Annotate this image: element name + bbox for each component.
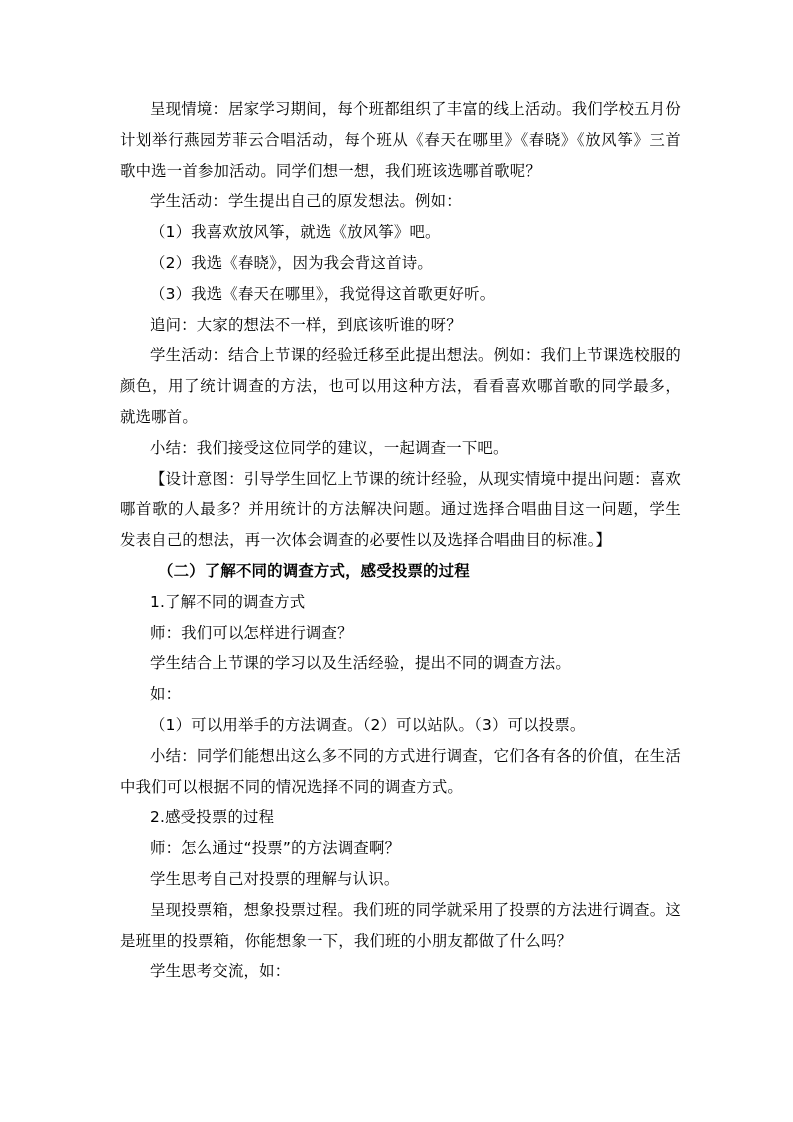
section-heading: （二）了解不同的调查方式，感受投票的过程 — [158, 561, 470, 580]
document-body — [120, 94, 681, 987]
subheading-voting-process: 2.感受投票的过程 — [150, 808, 275, 827]
paragraph-scenario: 呈现情境：居家学习期间，每个班都组织了丰富的线上活动。我们学校五月份计划举行燕园芳菲云合唱活动，每个班从《春天在哪里》《春晓》《放风筝》三首歌中选一首参加活动。同学们想一想，我们班该选哪首歌呢？ — [120, 100, 681, 180]
paragraph-design-intent: 【设计意图：引导学生回忆上节课的统计经验，从现实情境中提出问题：喜欢哪首歌的人最多？并用统计的方法解决问题。通过选择合唱曲目这一问题，学生发表自己的想法，再一次体会调查的必要性以及选择合唱曲目的标准。】 — [120, 469, 681, 550]
paragraph-student-think: 学生思考自己对投票的理解与认识。 — [150, 869, 400, 888]
paragraph-teacher-question: 师：我们可以怎样进行调查？ — [150, 623, 353, 642]
subheading-survey-methods: 1.了解不同的调查方式 — [150, 592, 306, 611]
paragraph-follow-up: 追问：大家的想法不一样，到底该听谁的呀？ — [150, 315, 462, 334]
paragraph-such-as: 如： — [150, 685, 182, 704]
paragraph-student-discuss: 学生思考交流，如： — [150, 962, 291, 981]
paragraph-example-1: （1）我喜欢放风筝，就选《放风筝》吧。 — [150, 223, 441, 242]
paragraph-student-activity-2: 学生活动：结合上节课的经验迁移至此提出想法。例如：我们上节课选校服的颜色，用了统计调查的方法，也可以用这种方法，看看喜欢哪首歌的同学最多，就选哪首。 — [120, 346, 681, 426]
paragraph-student-activity: 学生活动：学生提出自己的原发想法。例如： — [150, 192, 462, 211]
paragraph-example-3: （3）我选《春天在哪里》，我觉得这首歌更好听。 — [150, 284, 496, 303]
paragraph-summary-2: 小结：同学们能想出这么多不同的方式进行调查，它们各有各的价值，在生活中我们可以根据不同的情况选择不同的调查方式。 — [120, 746, 681, 796]
paragraph-student-methods: 学生结合上节课的学习以及生活经验，提出不同的调查方法。 — [150, 654, 571, 673]
paragraph-methods-list: （1）可以用举手的方法调查。（2）可以站队。（3）可以投票。 — [150, 715, 586, 734]
paragraph-teacher-question-2: 师：怎么通过“投票”的方法调查啊？ — [150, 839, 401, 858]
paragraph-ballot-box: 呈现投票箱，想象投票过程。我们班的同学就采用了投票的方法进行调查。这是班里的投票箱，你能想象一下，我们班的小朋友都做了什么吗？ — [120, 900, 681, 950]
paragraph-example-2: （2）我选《春晓》，因为我会背这首诗。 — [150, 253, 433, 272]
paragraph-summary: 小结：我们接受这位同学的建议，一起调查一下吧。 — [150, 438, 509, 457]
